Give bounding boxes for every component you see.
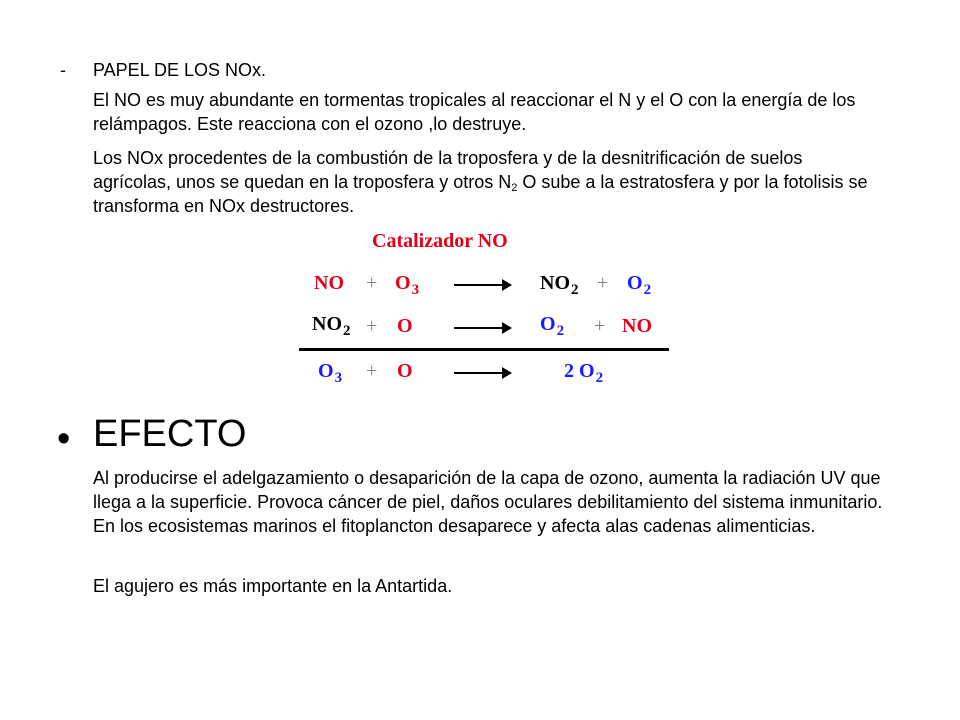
row1-product-o2: $O_2$ [627,272,652,298]
row2-product-o2: $O_2$ [540,313,565,339]
paragraph-effects: Al producirse el adelgazamiento o desaparición de la capa de ozono, aumenta la radiación UV que llega a la superficie. Provoca cáncer de piel, daños oculares debilitamiento del sistema inmunitario. En los ecosistemas marinos el fitoplancton desaparece y afecta alas cadenas alimenticias. [93,468,883,536]
row2-arrow [454,327,510,329]
paragraph-antarctica: El agujero es más importante en la Antartida. [93,576,453,596]
row1-arrow [454,284,510,286]
catalyst-title: Catalizador NO [372,230,508,252]
section-heading-efecto: EFECTO [93,413,247,455]
row3-arrow [454,372,510,374]
row1-product-no2: $NO_2$ [540,272,579,298]
row2-plus: + [366,315,378,337]
paragraph-nox-sources-part2: O sube a la estratosfera y por la fotolisis se transforma en NOx destructores. [93,172,868,216]
row3-plus: + [366,360,378,382]
row2-plus-2: + [594,315,606,337]
subscript-2: 2 [511,182,518,194]
paragraph-no-storms: El NO es muy abundante en tormentas tropicales al reaccionar el N y el O con la energía de los relámpagos. Este reacciona con el ozono ,lo destruye. [93,90,856,134]
row2-reactant-no2: $NO_2$ [312,313,351,339]
dash-marker: - [60,60,66,80]
bullet-marker: • [57,418,71,460]
row1-reactant-no: NO [314,272,344,294]
row2-reactant-o: O [397,315,413,337]
sum-rule [299,348,669,351]
paragraph-nox-sources [93,146,883,218]
paragraph-nox-sources-part1: Los NOx procedentes de la combustión de la troposfera y de la desnitrificación de suelos agrícolas, unos se quedan en la troposfera y otros N [93,148,803,192]
row3-reactant-o: O [397,360,413,382]
row2-product-no: NO [622,315,652,337]
row3-reactant-o3: $O_3$ [318,360,343,386]
row1-reactant-o3: $O_3$ [395,272,420,298]
row3-product-2o2: 2 $O_2$ [564,360,604,386]
row1-plus-2: + [597,272,609,294]
row1-plus: + [366,272,378,294]
section-heading-nox: PAPEL DE LOS NOx. [93,60,267,80]
